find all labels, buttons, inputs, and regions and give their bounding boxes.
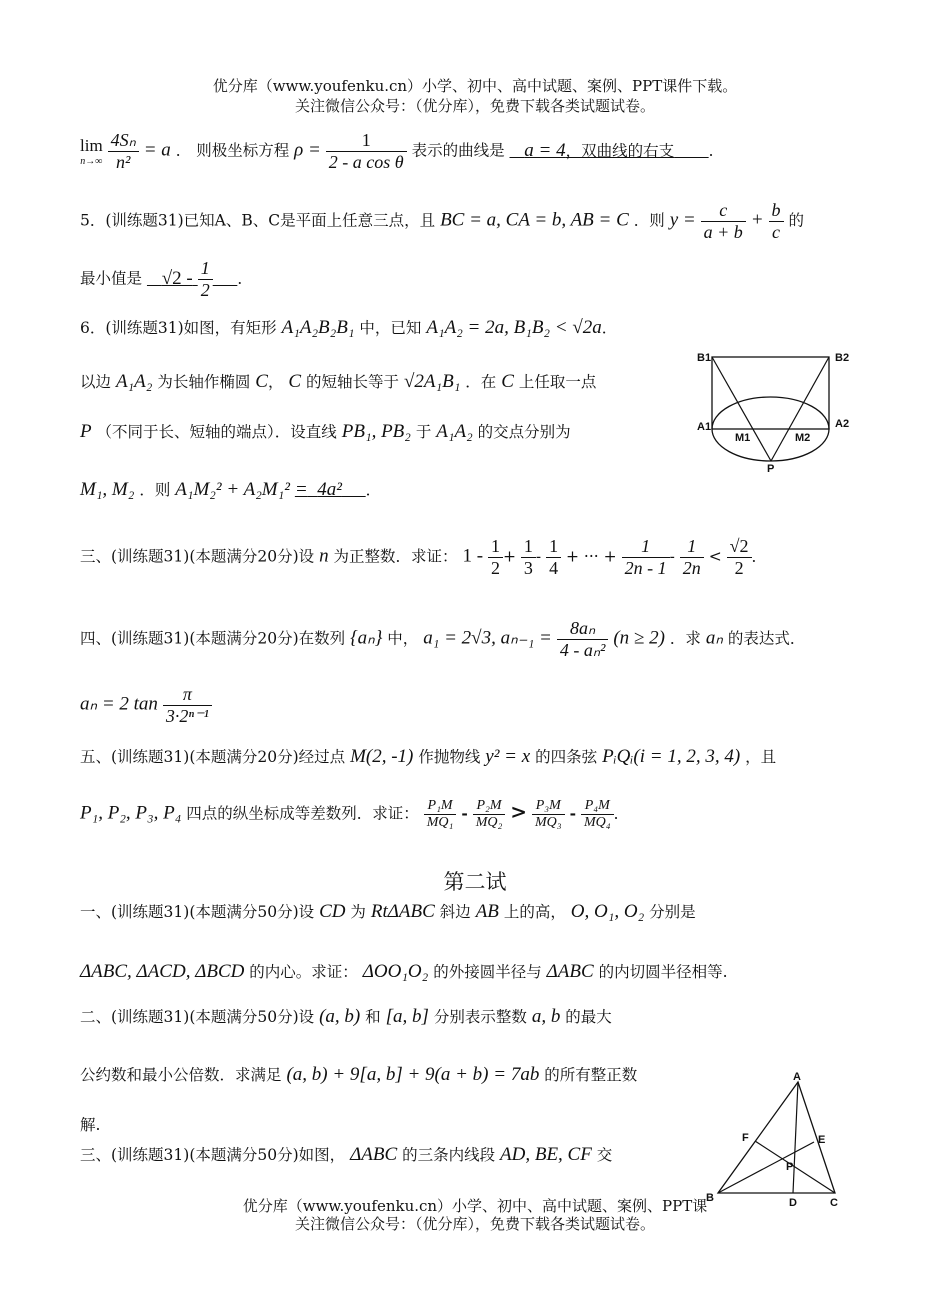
p2-text: 的三条内线段 <box>402 1146 496 1164</box>
q6-figure <box>695 345 865 475</box>
q5-frac2 <box>769 200 784 243</box>
label-a1: A1 <box>697 421 712 433</box>
q5-tail: 的 <box>788 211 804 230</box>
q5-line <box>80 200 804 243</box>
p2-ooo: ΔOO₁O₂ <box>362 961 429 982</box>
p2-lcm: [a, b] <box>385 1006 429 1027</box>
q6-line3 <box>80 420 571 443</box>
frac-num: c <box>701 200 746 222</box>
q6-answer <box>295 479 366 500</box>
frac-num: π <box>163 684 212 706</box>
label-a2: A2 <box>835 418 850 430</box>
p2-q1-line1 <box>80 900 696 923</box>
q6-text: 上任取一点 <box>518 373 597 391</box>
q5-min-label: 最小值是 <box>80 269 143 288</box>
lim-sub: n→∞ <box>80 156 103 167</box>
frac-den: 4 - aₙ² <box>559 640 606 660</box>
p2-q2-line2 <box>80 1063 637 1086</box>
frac-num: 1 <box>198 258 213 280</box>
s4-an: aₙ <box>705 627 723 649</box>
q6-text: 中，已知 <box>359 319 422 337</box>
frac-num: 4Sₙ <box>108 130 139 152</box>
frac-num: 1 <box>488 536 503 558</box>
q4-text2: 表示的曲线是 <box>411 141 505 160</box>
p2-q2-line3: 解. <box>80 1116 101 1134</box>
p2-text: 一、(训练题31)(本题满分50分)设 <box>80 903 315 921</box>
lim-symbol: lim <box>80 136 103 155</box>
label-f: F <box>742 1132 749 1144</box>
p2-segs: AD, BE, CF <box>500 1144 592 1165</box>
frac-num: b <box>769 200 784 222</box>
p2-text: 交 <box>596 1146 613 1164</box>
label-m1: M1 <box>735 432 751 444</box>
segment-ad <box>793 1082 798 1193</box>
p2-q2-line1 <box>80 1005 612 1028</box>
answer-value: 4a² <box>317 479 342 500</box>
p2-text: 斜边 <box>439 903 471 921</box>
frac-den: 2n <box>682 558 701 578</box>
part2-title: 第二试 <box>443 870 507 894</box>
s3-frac <box>680 536 704 579</box>
p2-text: 分别是 <box>649 903 696 921</box>
q6-text: ．在 <box>465 373 497 391</box>
p2-text: 的最大 <box>565 1008 612 1026</box>
q6-text: 为长轴作椭圆 <box>157 373 251 391</box>
frac-den: MQ₃ <box>534 815 562 830</box>
s5-text: 四点的纵坐标成等差数列．求证： <box>186 804 419 823</box>
q6-rect: A₁A₂B₂B₁ <box>281 317 355 338</box>
p2-text: 公约数和最小公倍数．求满足 <box>80 1066 282 1084</box>
q6-edge: A₁A₂ <box>115 371 153 392</box>
triangle-figure <box>700 1070 850 1210</box>
label-p: P <box>767 463 775 475</box>
label-c: C <box>830 1197 838 1209</box>
footer-line-2: 关注微信公众号：（优分库），免费下载各类试题试卷。 <box>294 1215 655 1233</box>
frac-den: c <box>772 222 780 242</box>
frac-num: 1 <box>326 130 407 152</box>
p2-ab: AB <box>475 901 499 922</box>
s5-minus: - <box>461 803 468 823</box>
q6-text: 以边 <box>80 373 112 391</box>
s5-points: P₁, P₂, P₃, P₄ <box>80 802 182 824</box>
s5-chords: PᵢQᵢ(i = 1, 2, 3, 4) <box>602 746 741 767</box>
frac-num: √2 <box>727 536 752 558</box>
q4-rho-frac <box>326 130 407 173</box>
q4-rho: ρ = <box>294 139 321 161</box>
frac-den: MQ₄ <box>583 815 611 830</box>
s4-text: 中， <box>387 629 419 648</box>
q5-frac1 <box>701 200 746 243</box>
frac-num: 8aₙ <box>557 618 609 640</box>
q4-frac <box>108 130 139 173</box>
s3-text: 为正整数．求证： <box>333 547 458 566</box>
p2-tri: RtΔABC <box>370 901 435 922</box>
q6-p: P <box>80 421 92 442</box>
frac-den: a + b <box>703 222 743 242</box>
s4-cond2: (n ≥ 2) <box>613 627 665 649</box>
label-m2: M2 <box>795 432 811 444</box>
s4-text: ．求 <box>669 629 701 648</box>
s4-text: 的表达式． <box>727 629 806 648</box>
answer-text: ，双曲线的右支 <box>565 141 675 160</box>
s3-n: n <box>319 545 329 567</box>
answer-a: a = 4 <box>524 139 566 161</box>
s4-answer <box>80 684 212 727</box>
q5-y: y = <box>669 209 696 231</box>
s3-frac <box>488 536 503 579</box>
segment-be <box>718 1142 814 1193</box>
s5-line2: P₁, P₂, P₃, P₄ 四点的纵坐标成等差数列．求证： $\frac{\text{P₁M}}{\text{MQ₁}}$ - $\frac{\text{P₂M}}{\text{MQ₂}}$ > $\frac{\text{P₃M}}{\text{MQ₃}}$ - $\frac{\text{P₄M}}{\text{MQ₄}}$ ． <box>80 798 630 830</box>
s3-text: 三、(训练题31)(本题满分20分)设 <box>80 547 315 566</box>
q4-answer <box>510 139 709 161</box>
s5-gt: > <box>510 799 528 824</box>
frac-den: MQ₁ <box>426 815 454 830</box>
frac-den: 2 <box>734 558 744 578</box>
frac-num: P₁M <box>424 798 457 815</box>
p2-text: 三、(训练题31)(本题满分50分)如图， <box>80 1146 346 1164</box>
q6-line2 <box>80 370 596 393</box>
answer-half <box>198 258 213 301</box>
q6-text: 的交点分别为 <box>477 423 571 441</box>
q6-expr: A₁M₂² + A₂M₁² <box>175 479 290 500</box>
q6-cond: A₁A₂ = 2a, B₁B₂ < √2a <box>426 317 602 338</box>
p2-text: 的内切圆半径相等. <box>598 963 728 981</box>
s5-minus: - <box>569 803 576 823</box>
q5-cond: BC = a, CA = b, AB = C <box>440 209 629 231</box>
s4-answer-lhs: aₙ = 2 tan <box>80 693 158 715</box>
s5-text: ，且 <box>745 748 777 766</box>
q4-line: lim n→∞ $\frac{\text{4Sₙ}}{\text{n²}}$ = a ． 则极坐标方程 ρ = $\frac{1}{\text{2 - a cos θ}}$ 表示的曲线是 a = 4，双曲线的右支 ． <box>80 130 725 172</box>
p2-text: 和 <box>365 1008 381 1026</box>
p2-q1-line2 <box>80 960 728 983</box>
label-p: P <box>786 1161 794 1173</box>
s3-frac <box>521 536 536 579</box>
label-b1: B1 <box>697 352 712 364</box>
s4-frac <box>557 618 609 661</box>
s4-cond: a₁ = 2√3, aₙ₋₁ = <box>423 627 552 649</box>
s4-text: 四、(训练题31)(本题满分20分)在数列 <box>80 629 346 648</box>
label-d: D <box>789 1197 797 1209</box>
s5-ratio <box>581 798 614 831</box>
q6-c: C <box>255 371 268 392</box>
frac-den: MQ₂ <box>475 815 503 830</box>
q5-plus: + <box>750 209 764 231</box>
s5-text: 的四条弦 <box>535 748 598 766</box>
q6-text: （不同于长、短轴的端点）．设直线 <box>96 423 337 441</box>
s4-seq: {aₙ} <box>350 627 383 649</box>
answer-eq: = <box>294 479 308 500</box>
frac-den: 4 <box>549 558 559 578</box>
footer-line-1: 优分库（www.youfenku.cn）小学、初中、高中试题、案例、PPT课 <box>242 1197 708 1215</box>
q6-text: 6．(训练题31)如图，有矩形 <box>80 319 277 337</box>
label-b2: B2 <box>835 352 850 364</box>
s3-line: 三、(训练题31)(本题满分20分)设 n 为正整数．求证： 1 - $\frac{1}{2}$ + $\frac{1}{3}$ - $\frac{1}{4}$ + ··· + $\frac{1}{2n - 1}$ - $\frac{1}{2n}$ < $\frac{√2}{2}$ ． <box>80 536 768 578</box>
p2-text: 的外接圆半径与 <box>433 963 542 981</box>
p2-text: 上的高， <box>503 903 566 921</box>
header-line-2: 关注微信公众号：（优分库），免费下载各类试题试卷。 <box>294 97 655 115</box>
s5-ratio <box>532 798 565 831</box>
s5-line1 <box>80 745 776 768</box>
frac-den: 3·2ⁿ⁻¹ <box>165 706 209 726</box>
p2-tris: ΔABC, ΔACD, ΔBCD <box>80 961 245 982</box>
q6-text: ．则 <box>139 481 171 499</box>
frac-den: 3 <box>523 558 533 578</box>
q6-edge: A₁A₂ <box>436 421 473 442</box>
q4-eq-a: = a <box>143 139 171 161</box>
frac-num: 1 <box>521 536 536 558</box>
s3-dots: + ··· + <box>566 547 617 566</box>
q6-line1: 6．(训练题31)如图，有矩形 A₁A₂B₂B₁ 中，已知 A₁A₂ = 2a, B₁B₂ < √2a． <box>80 317 618 338</box>
answer-root: √2 - <box>161 267 193 289</box>
p2-abc: ΔABC <box>546 961 594 982</box>
q4-text1: 则极坐标方程 <box>196 141 290 160</box>
q6-text: 的短轴长等于 <box>306 373 400 391</box>
p2-q3-line1 <box>80 1143 612 1166</box>
s5-parabola: y² = x <box>485 746 531 767</box>
p2-gcd: (a, b) <box>319 1006 361 1027</box>
p2-text: 二、(训练题31)(本题满分50分)设 <box>80 1008 315 1026</box>
q6-line4: M₁, M₂ ．则 A₁M₂² + A₂M₁² = 4a² ． <box>80 479 382 500</box>
s3-frac <box>546 536 561 579</box>
s5-text: 作抛物线 <box>418 748 481 766</box>
q6-c: C <box>288 371 302 392</box>
s5-text: 五、(训练题31)(本题满分20分)经过点 <box>80 748 346 766</box>
s3-t1: 1 - <box>462 545 484 567</box>
label-b: B <box>706 1192 714 1204</box>
s5-point: M(2, -1) <box>350 746 414 767</box>
label-a: A <box>793 1071 801 1083</box>
q6-text: 于 <box>415 423 432 441</box>
frac-den: 2 <box>490 558 500 578</box>
s5-ratio <box>473 798 506 831</box>
frac-num: P₄M <box>581 798 614 815</box>
p2-centers: O, O₁, O₂ <box>570 901 645 922</box>
frac-num: 1 <box>680 536 704 558</box>
label-e: E <box>818 1134 826 1146</box>
s4-line <box>80 618 805 661</box>
q5-label: 5．(训练题31)已知A、B、C是平面上任意三点，且 <box>80 211 436 230</box>
p2-ab2: a, b <box>531 1006 561 1027</box>
frac-num: 1 <box>622 536 670 558</box>
p2-abc3: ΔABC <box>350 1144 398 1165</box>
p2-text: 为 <box>350 903 366 921</box>
s5-ratio <box>424 798 457 831</box>
s3-frac <box>727 536 752 579</box>
p2-cd: CD <box>319 901 346 922</box>
frac-num: P₃M <box>532 798 565 815</box>
q6-minor: √2A₁B₁ <box>404 371 461 392</box>
header-line-1: 优分库（www.youfenku.cn）小学、初中、高中试题、案例、PPT课件下载。 <box>212 77 738 95</box>
q6-c: C <box>501 371 514 392</box>
p2-text: 分别表示整数 <box>433 1008 527 1026</box>
s4-answer-frac <box>163 684 212 727</box>
q6-m12: M₁, M₂ <box>80 479 135 500</box>
q5-line2: 最小值是 √2 - $\frac{1}{2}$ ． <box>80 258 253 300</box>
q5-then: ．则 <box>633 211 665 230</box>
frac-den: 2 <box>200 280 210 300</box>
s3-lt: < <box>708 547 722 566</box>
frac-den: n² <box>115 152 131 172</box>
frac-den: 2 - a cos θ <box>328 152 404 172</box>
q6-text: ， <box>267 373 284 391</box>
p2-text: 的内心。求证： <box>249 963 358 981</box>
p2-text: 的所有整正数 <box>544 1066 638 1084</box>
frac-den: 2n - 1 <box>624 558 667 578</box>
rect-shape <box>712 357 829 429</box>
q6-lines: PB₁, PB₂ <box>341 421 411 442</box>
s3-frac <box>622 536 670 579</box>
frac-num: 1 <box>546 536 561 558</box>
frac-num: P₂M <box>473 798 506 815</box>
p2-eqn: (a, b) + 9[a, b] + 9(a + b) = 7ab <box>286 1064 540 1085</box>
